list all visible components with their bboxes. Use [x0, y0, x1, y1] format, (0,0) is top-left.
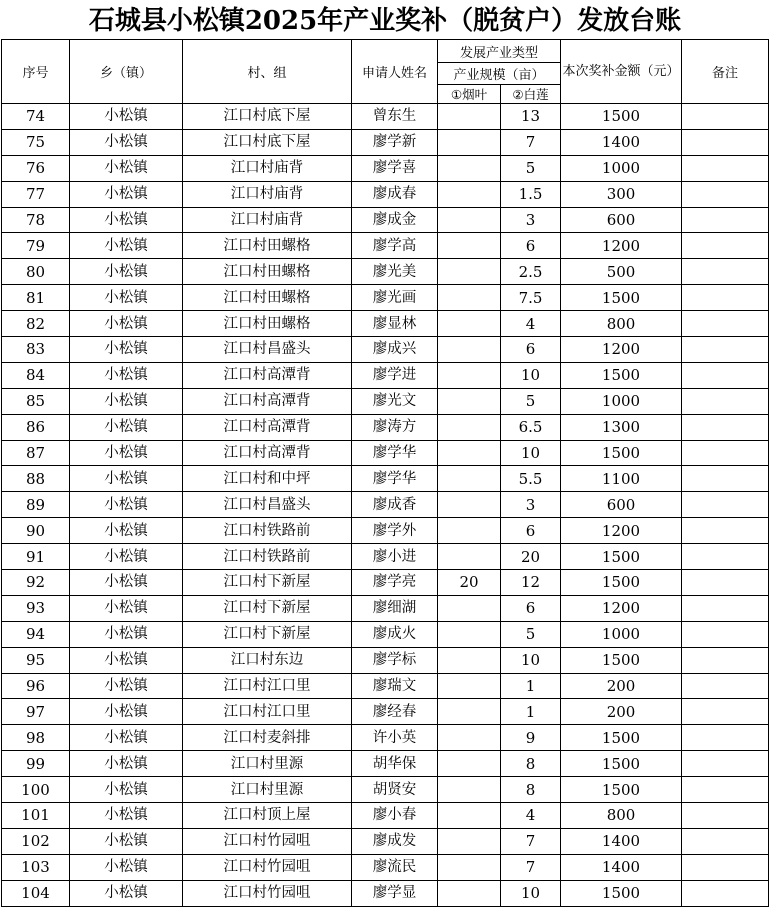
cell-tobacco [438, 414, 501, 440]
cell-tobacco [438, 595, 501, 621]
table-row [2, 570, 769, 596]
cell-amount: 1200 [561, 233, 682, 259]
cell-township: 小松镇 [70, 828, 183, 854]
cell-seq: 80 [2, 259, 70, 285]
cell-lotus: 4 [501, 311, 561, 337]
cell-seq: 102 [2, 828, 70, 854]
cell-township: 小松镇 [70, 544, 183, 570]
cell-amount: 1400 [561, 854, 682, 880]
cell-remark [682, 828, 769, 854]
table-row [2, 803, 769, 829]
cell-seq: 75 [2, 129, 70, 155]
cell-remark [682, 725, 769, 751]
cell-village: 江口村和中坪 [183, 466, 352, 492]
header-village: 村、组 [183, 40, 352, 104]
cell-seq: 83 [2, 337, 70, 363]
cell-township: 小松镇 [70, 699, 183, 725]
table-row [2, 155, 769, 181]
cell-township: 小松镇 [70, 104, 183, 130]
header-amount: 本次奖补金额（元） [561, 40, 682, 104]
cell-lotus: 6 [501, 595, 561, 621]
cell-remark [682, 803, 769, 829]
cell-village: 江口村竹园咀 [183, 828, 352, 854]
cell-remark [682, 285, 769, 311]
cell-applicant: 廖光文 [352, 388, 438, 414]
cell-township: 小松镇 [70, 854, 183, 880]
header-lotus: ②白莲 [501, 85, 561, 104]
table-row [2, 388, 769, 414]
cell-amount: 1500 [561, 880, 682, 906]
cell-lotus: 1.5 [501, 181, 561, 207]
header-remark: 备注 [682, 40, 769, 104]
cell-township: 小松镇 [70, 880, 183, 906]
table-row [2, 440, 769, 466]
cell-lotus: 7 [501, 854, 561, 880]
cell-village: 江口村下新屋 [183, 570, 352, 596]
cell-applicant: 廖成春 [352, 181, 438, 207]
table-header [2, 40, 769, 104]
cell-applicant: 廖涛方 [352, 414, 438, 440]
cell-tobacco [438, 751, 501, 777]
cell-remark [682, 595, 769, 621]
cell-tobacco [438, 647, 501, 673]
cell-lotus: 1 [501, 699, 561, 725]
cell-lotus: 10 [501, 880, 561, 906]
cell-tobacco [438, 181, 501, 207]
cell-tobacco [438, 362, 501, 388]
table-row [2, 544, 769, 570]
cell-applicant: 廖学外 [352, 518, 438, 544]
cell-applicant: 许小英 [352, 725, 438, 751]
cell-remark [682, 181, 769, 207]
cell-applicant: 廖学华 [352, 440, 438, 466]
header-seq: 序号 [2, 40, 70, 104]
cell-amount: 1400 [561, 129, 682, 155]
cell-tobacco [438, 129, 501, 155]
cell-seq: 85 [2, 388, 70, 414]
header-industry-type: 发展产业类型 [438, 40, 561, 63]
cell-tobacco [438, 803, 501, 829]
cell-village: 江口村田螺格 [183, 311, 352, 337]
cell-applicant: 廖显林 [352, 311, 438, 337]
cell-village: 江口村江口里 [183, 673, 352, 699]
cell-village: 江口村高潭背 [183, 362, 352, 388]
cell-tobacco [438, 699, 501, 725]
cell-amount: 1500 [561, 751, 682, 777]
cell-remark [682, 492, 769, 518]
cell-seq: 77 [2, 181, 70, 207]
cell-village: 江口村铁路前 [183, 544, 352, 570]
cell-applicant: 廖学亮 [352, 570, 438, 596]
cell-township: 小松镇 [70, 440, 183, 466]
cell-village: 江口村田螺格 [183, 233, 352, 259]
cell-village: 江口村昌盛头 [183, 337, 352, 363]
cell-lotus: 10 [501, 440, 561, 466]
table-row [2, 647, 769, 673]
cell-seq: 86 [2, 414, 70, 440]
cell-township: 小松镇 [70, 207, 183, 233]
cell-applicant: 廖光画 [352, 285, 438, 311]
cell-applicant: 胡贤安 [352, 777, 438, 803]
cell-amount: 1500 [561, 777, 682, 803]
cell-village: 江口村麦斜排 [183, 725, 352, 751]
cell-amount: 1200 [561, 337, 682, 363]
cell-applicant: 廖学新 [352, 129, 438, 155]
cell-lotus: 20 [501, 544, 561, 570]
cell-remark [682, 544, 769, 570]
cell-lotus: 8 [501, 777, 561, 803]
cell-village: 江口村高潭背 [183, 388, 352, 414]
cell-remark [682, 647, 769, 673]
cell-seq: 92 [2, 570, 70, 596]
cell-seq: 95 [2, 647, 70, 673]
table-row [2, 621, 769, 647]
cell-amount: 1500 [561, 725, 682, 751]
cell-tobacco [438, 725, 501, 751]
cell-township: 小松镇 [70, 155, 183, 181]
cell-remark [682, 207, 769, 233]
cell-seq: 84 [2, 362, 70, 388]
cell-remark [682, 311, 769, 337]
cell-amount: 1400 [561, 828, 682, 854]
cell-village: 江口村铁路前 [183, 518, 352, 544]
cell-applicant: 廖成金 [352, 207, 438, 233]
cell-tobacco [438, 544, 501, 570]
cell-township: 小松镇 [70, 311, 183, 337]
cell-amount: 1500 [561, 570, 682, 596]
cell-seq: 76 [2, 155, 70, 181]
cell-lotus: 13 [501, 104, 561, 130]
table-row [2, 751, 769, 777]
cell-township: 小松镇 [70, 595, 183, 621]
cell-amount: 1000 [561, 388, 682, 414]
cell-remark [682, 673, 769, 699]
cell-remark [682, 880, 769, 906]
cell-amount: 500 [561, 259, 682, 285]
cell-township: 小松镇 [70, 621, 183, 647]
cell-village: 江口村下新屋 [183, 621, 352, 647]
cell-township: 小松镇 [70, 466, 183, 492]
cell-amount: 1000 [561, 621, 682, 647]
cell-township: 小松镇 [70, 285, 183, 311]
cell-seq: 94 [2, 621, 70, 647]
cell-amount: 1500 [561, 440, 682, 466]
cell-lotus: 6 [501, 518, 561, 544]
cell-seq: 97 [2, 699, 70, 725]
cell-village: 江口村昌盛头 [183, 492, 352, 518]
cell-remark [682, 621, 769, 647]
cell-lotus: 5 [501, 155, 561, 181]
cell-amount: 1200 [561, 595, 682, 621]
cell-village: 江口村里源 [183, 777, 352, 803]
cell-amount: 200 [561, 699, 682, 725]
cell-village: 江口村竹园咀 [183, 880, 352, 906]
table-row [2, 880, 769, 906]
table-row [2, 259, 769, 285]
cell-amount: 800 [561, 311, 682, 337]
cell-amount: 1300 [561, 414, 682, 440]
cell-seq: 100 [2, 777, 70, 803]
cell-village: 江口村高潭背 [183, 414, 352, 440]
cell-amount: 300 [561, 181, 682, 207]
cell-applicant: 廖光美 [352, 259, 438, 285]
cell-tobacco [438, 673, 501, 699]
cell-village: 江口村江口里 [183, 699, 352, 725]
cell-lotus: 6.5 [501, 414, 561, 440]
cell-township: 小松镇 [70, 673, 183, 699]
cell-township: 小松镇 [70, 570, 183, 596]
cell-township: 小松镇 [70, 259, 183, 285]
table-row [2, 311, 769, 337]
cell-tobacco [438, 854, 501, 880]
table-row [2, 129, 769, 155]
cell-lotus: 5 [501, 388, 561, 414]
cell-township: 小松镇 [70, 492, 183, 518]
cell-applicant: 廖小春 [352, 803, 438, 829]
cell-applicant: 廖经春 [352, 699, 438, 725]
cell-amount: 200 [561, 673, 682, 699]
table-row [2, 828, 769, 854]
cell-village: 江口村高潭背 [183, 440, 352, 466]
cell-amount: 800 [561, 803, 682, 829]
header-township: 乡（镇） [70, 40, 183, 104]
cell-township: 小松镇 [70, 777, 183, 803]
cell-remark [682, 104, 769, 130]
cell-tobacco: 20 [438, 570, 501, 596]
cell-seq: 89 [2, 492, 70, 518]
header-tobacco: ①烟叶 [438, 85, 501, 104]
cell-township: 小松镇 [70, 337, 183, 363]
table-row [2, 673, 769, 699]
cell-remark [682, 129, 769, 155]
cell-tobacco [438, 259, 501, 285]
table-row [2, 595, 769, 621]
table-row [2, 285, 769, 311]
cell-seq: 101 [2, 803, 70, 829]
cell-seq: 96 [2, 673, 70, 699]
cell-tobacco [438, 155, 501, 181]
cell-tobacco [438, 311, 501, 337]
cell-township: 小松镇 [70, 518, 183, 544]
cell-applicant: 廖流民 [352, 854, 438, 880]
table-row [2, 699, 769, 725]
table-row [2, 414, 769, 440]
cell-village: 江口村下新屋 [183, 595, 352, 621]
cell-township: 小松镇 [70, 129, 183, 155]
cell-amount: 1500 [561, 285, 682, 311]
cell-amount: 1500 [561, 104, 682, 130]
cell-tobacco [438, 233, 501, 259]
cell-township: 小松镇 [70, 803, 183, 829]
header-industry-scale: 产业规模（亩） [438, 63, 561, 85]
cell-lotus: 7.5 [501, 285, 561, 311]
cell-remark [682, 570, 769, 596]
cell-lotus: 5 [501, 621, 561, 647]
table-row [2, 854, 769, 880]
cell-seq: 104 [2, 880, 70, 906]
cell-lotus: 1 [501, 673, 561, 699]
cell-remark [682, 362, 769, 388]
cell-seq: 91 [2, 544, 70, 570]
cell-lotus: 10 [501, 362, 561, 388]
table-row [2, 181, 769, 207]
cell-applicant: 廖学喜 [352, 155, 438, 181]
table-row [2, 518, 769, 544]
cell-tobacco [438, 828, 501, 854]
cell-amount: 1500 [561, 362, 682, 388]
cell-lotus: 3 [501, 207, 561, 233]
cell-tobacco [438, 285, 501, 311]
cell-seq: 87 [2, 440, 70, 466]
cell-amount: 1000 [561, 155, 682, 181]
table-row [2, 207, 769, 233]
cell-amount: 1500 [561, 544, 682, 570]
table-row [2, 362, 769, 388]
cell-village: 江口村竹园咀 [183, 854, 352, 880]
cell-applicant: 胡华保 [352, 751, 438, 777]
cell-seq: 99 [2, 751, 70, 777]
cell-tobacco [438, 621, 501, 647]
cell-lotus: 12 [501, 570, 561, 596]
cell-lotus: 2.5 [501, 259, 561, 285]
cell-tobacco [438, 440, 501, 466]
cell-seq: 79 [2, 233, 70, 259]
table-row [2, 725, 769, 751]
cell-village: 江口村田螺格 [183, 285, 352, 311]
cell-lotus: 5.5 [501, 466, 561, 492]
cell-township: 小松镇 [70, 414, 183, 440]
cell-village: 江口村庙背 [183, 181, 352, 207]
cell-remark [682, 751, 769, 777]
cell-tobacco [438, 337, 501, 363]
cell-lotus: 6 [501, 233, 561, 259]
table-row [2, 104, 769, 130]
cell-township: 小松镇 [70, 751, 183, 777]
table-row [2, 233, 769, 259]
cell-tobacco [438, 518, 501, 544]
cell-amount: 1500 [561, 647, 682, 673]
cell-remark [682, 466, 769, 492]
cell-township: 小松镇 [70, 647, 183, 673]
cell-applicant: 廖成香 [352, 492, 438, 518]
cell-remark [682, 233, 769, 259]
table-row [2, 337, 769, 363]
cell-remark [682, 518, 769, 544]
cell-remark [682, 259, 769, 285]
cell-applicant: 廖细湖 [352, 595, 438, 621]
cell-township: 小松镇 [70, 181, 183, 207]
table-row [2, 777, 769, 803]
cell-village: 江口村庙背 [183, 155, 352, 181]
cell-tobacco [438, 880, 501, 906]
cell-lotus: 7 [501, 129, 561, 155]
cell-village: 江口村底下屋 [183, 104, 352, 130]
cell-applicant: 廖成发 [352, 828, 438, 854]
cell-applicant: 廖学进 [352, 362, 438, 388]
cell-lotus: 10 [501, 647, 561, 673]
cell-township: 小松镇 [70, 362, 183, 388]
cell-seq: 98 [2, 725, 70, 751]
cell-township: 小松镇 [70, 725, 183, 751]
cell-remark [682, 155, 769, 181]
cell-remark [682, 388, 769, 414]
cell-seq: 90 [2, 518, 70, 544]
cell-remark [682, 854, 769, 880]
cell-remark [682, 440, 769, 466]
cell-applicant: 曾东生 [352, 104, 438, 130]
header-applicant: 申请人姓名 [352, 40, 438, 104]
cell-seq: 103 [2, 854, 70, 880]
cell-township: 小松镇 [70, 388, 183, 414]
cell-tobacco [438, 777, 501, 803]
cell-seq: 82 [2, 311, 70, 337]
cell-remark [682, 777, 769, 803]
cell-applicant: 廖瑞文 [352, 673, 438, 699]
table-body [2, 104, 769, 907]
cell-applicant: 廖成兴 [352, 337, 438, 363]
cell-village: 江口村田螺格 [183, 259, 352, 285]
cell-remark [682, 337, 769, 363]
cell-lotus: 4 [501, 803, 561, 829]
cell-seq: 78 [2, 207, 70, 233]
cell-tobacco [438, 466, 501, 492]
cell-applicant: 廖学高 [352, 233, 438, 259]
cell-seq: 93 [2, 595, 70, 621]
cell-lotus: 8 [501, 751, 561, 777]
cell-remark [682, 699, 769, 725]
page-title: 石城县小松镇2025年产业奖补（脱贫户）发放台账 [88, 6, 682, 36]
cell-tobacco [438, 207, 501, 233]
cell-village: 江口村顶上屋 [183, 803, 352, 829]
cell-applicant: 廖成火 [352, 621, 438, 647]
cell-amount: 1100 [561, 466, 682, 492]
cell-amount: 600 [561, 492, 682, 518]
cell-lotus: 6 [501, 337, 561, 363]
ledger-table [1, 39, 769, 907]
cell-applicant: 廖小进 [352, 544, 438, 570]
cell-amount: 600 [561, 207, 682, 233]
cell-lotus: 7 [501, 828, 561, 854]
cell-remark [682, 414, 769, 440]
cell-applicant: 廖学华 [352, 466, 438, 492]
table-row [2, 466, 769, 492]
cell-tobacco [438, 388, 501, 414]
cell-village: 江口村东边 [183, 647, 352, 673]
table-row [2, 492, 769, 518]
cell-tobacco [438, 104, 501, 130]
cell-lotus: 3 [501, 492, 561, 518]
cell-tobacco [438, 492, 501, 518]
cell-seq: 81 [2, 285, 70, 311]
cell-village: 江口村庙背 [183, 207, 352, 233]
cell-seq: 88 [2, 466, 70, 492]
cell-village: 江口村底下屋 [183, 129, 352, 155]
cell-amount: 1200 [561, 518, 682, 544]
cell-seq: 74 [2, 104, 70, 130]
cell-village: 江口村里源 [183, 751, 352, 777]
cell-township: 小松镇 [70, 233, 183, 259]
cell-applicant: 廖学显 [352, 880, 438, 906]
cell-lotus: 9 [501, 725, 561, 751]
cell-applicant: 廖学标 [352, 647, 438, 673]
